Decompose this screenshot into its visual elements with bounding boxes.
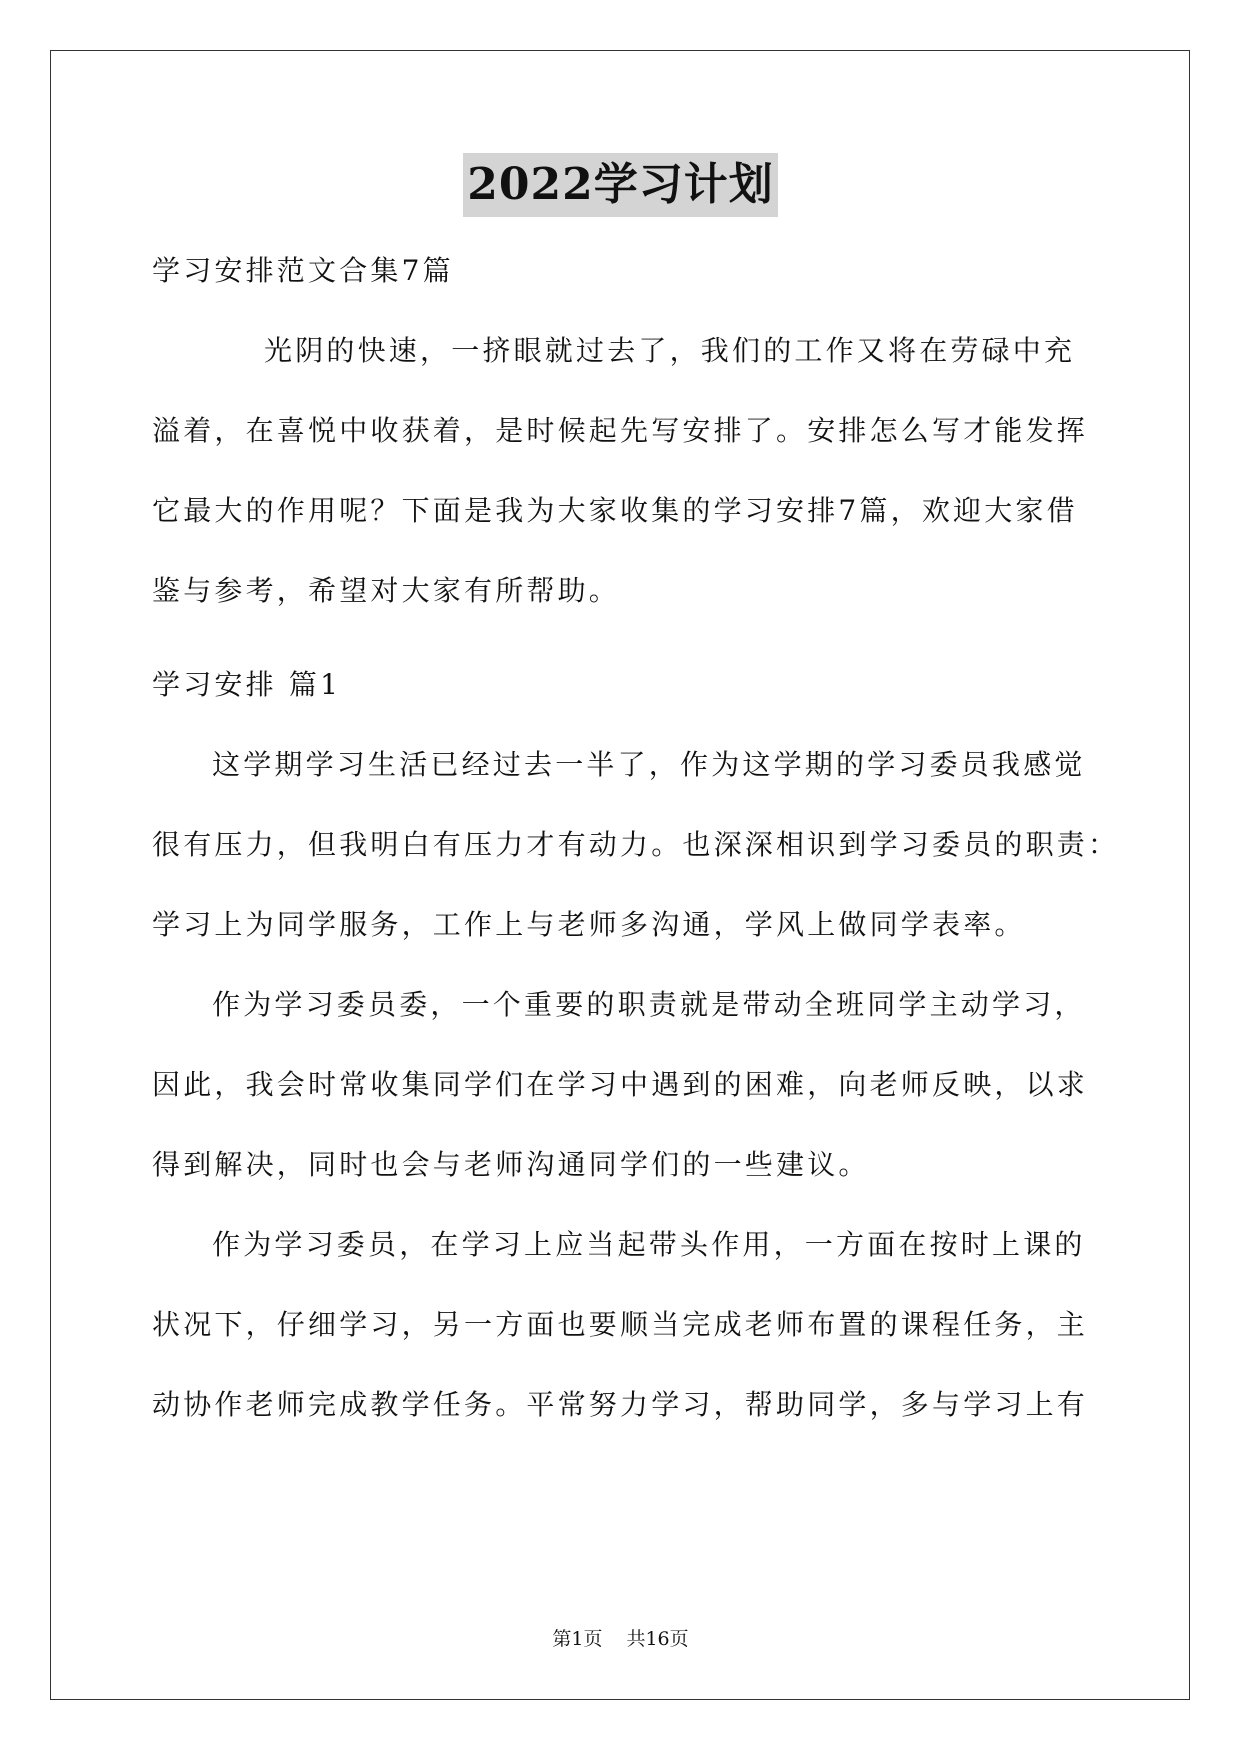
paragraph-line: 动协作老师完成教学任务。平常努力学习，帮助同学，多与学习上有 [152,1388,1089,1421]
paragraph-line: 学习上为同学服务，工作上与老师多沟通，学风上做同学表率。 [152,908,1026,941]
paragraph-line: 很有压力，但我明白有压力才有动力。也深深相识到学习委员的职责： [152,828,1120,861]
paragraph-line: 因此，我会时常收集同学们在学习中遇到的困难，向老师反映，以求 [152,1068,1089,1101]
subtitle: 学习安排范文合集7篇 [152,254,454,287]
paragraph-line: 状况下，仔细学习，另一方面也要顺当完成老师布置的课程任务，主 [152,1308,1089,1341]
paragraph-line: 作为学习委员，在学习上应当起带头作用，一方面在按时上课的 [212,1228,1086,1261]
page-number: 第1页 [552,1628,603,1650]
document-title-block [0,153,1241,217]
section-body [152,725,1120,1445]
page-total: 共16页 [626,1628,689,1650]
paragraph-line: 得到解决，同时也会与老师沟通同学们的一些建议。 [152,1148,870,1181]
paragraph-line: 作为学习委员委，一个重要的职责就是带动全班同学主动学习， [212,988,1086,1021]
intro-line: 它最大的作用呢？下面是我为大家收集的学习安排7篇，欢迎大家借 [152,494,1078,527]
section-heading: 学习安排 篇1 [152,668,342,701]
document-title: 2022学习计划 [463,153,777,217]
intro-line: 鉴与参考，希望对大家有所帮助。 [152,574,621,607]
intro-paragraph [152,311,1097,631]
intro-line: 光阴的快速，一挤眼就过去了，我们的工作又将在劳碌中充 [264,334,1076,367]
page-footer [0,1624,1241,1651]
subtitle-block [152,231,1097,311]
paragraph-line: 这学期学习生活已经过去一半了，作为这学期的学习委员我感觉 [212,748,1086,781]
section-heading-block [152,645,1097,725]
intro-line: 溢着，在喜悦中收获着，是时候起先写安排了。安排怎么写才能发挥 [152,414,1089,447]
